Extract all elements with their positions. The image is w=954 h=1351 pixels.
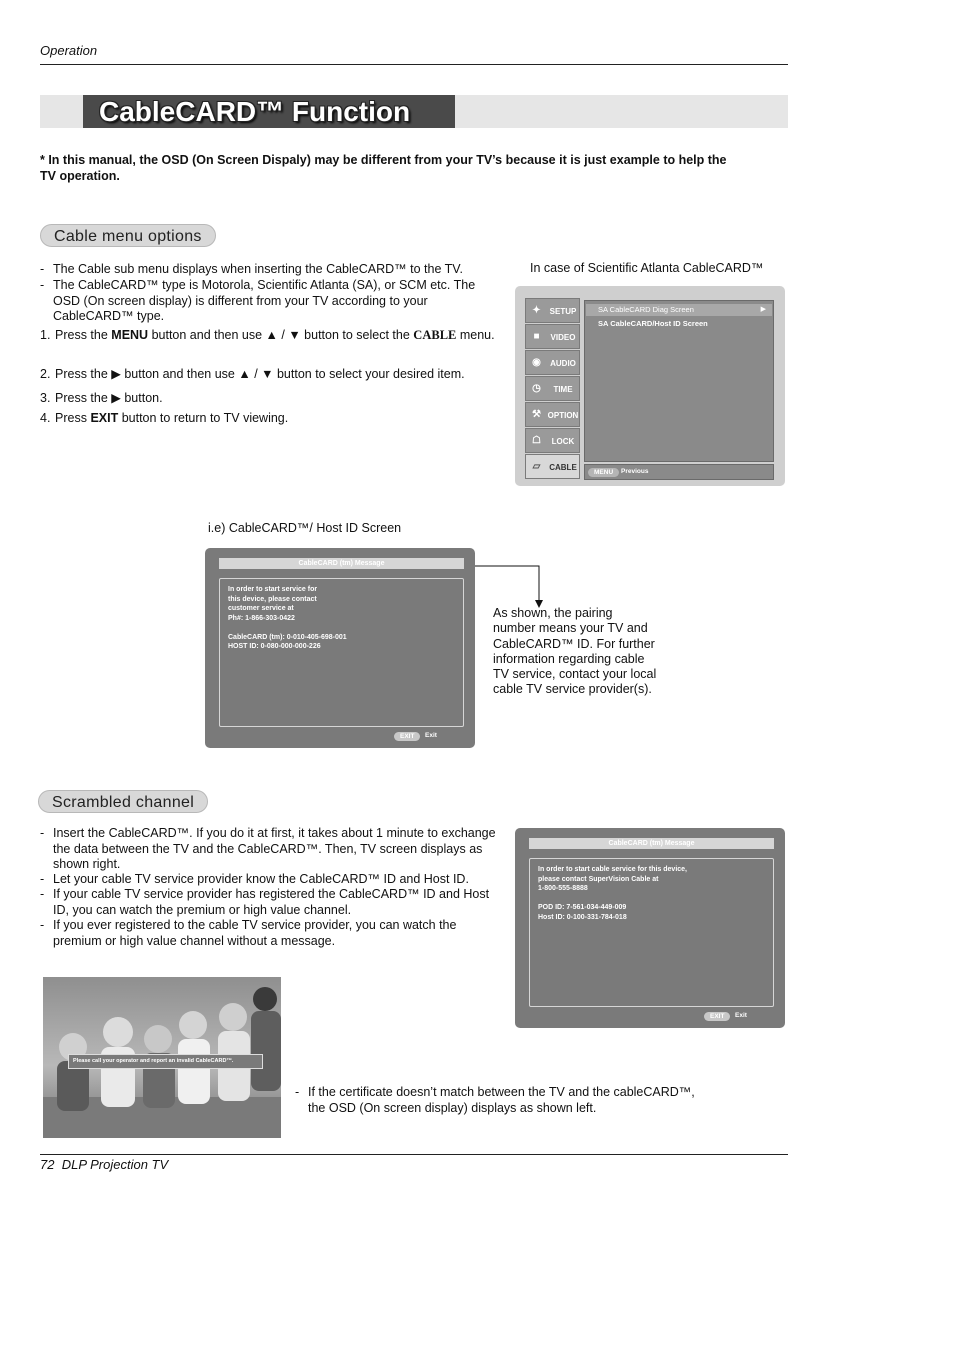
menu-tab-option[interactable]: ⚒ OPTION (525, 402, 580, 427)
menu-tab-time[interactable]: ◷ TIME (525, 376, 580, 401)
sa-caption: In case of Scientific Atlanta CableCARD™ (530, 261, 764, 275)
menu-tab-lock[interactable]: ☖ LOCK (525, 428, 580, 453)
menu-tab-audio[interactable]: ◉ AUDIO (525, 350, 580, 375)
wrench-icon: ⚒ (532, 409, 541, 420)
cable-menu-heading: Cable menu options (40, 224, 216, 247)
menu-tab-cable[interactable]: ▱ CABLE (525, 454, 580, 479)
product-name: DLP Projection TV (61, 1157, 169, 1172)
menu-footer (584, 464, 774, 480)
arrow-right-icon: ▶ (760, 306, 766, 313)
tv-photo (43, 977, 281, 1138)
host-screen-message-box: In order to start service for this device, please contact customer service at Ph#: 1-866-303-0422 CableCARD (tm): 0-010-405-698-001 HOST ID: 0-080-000-000-226 (219, 578, 464, 727)
exit-button[interactable]: EXIT (704, 1012, 730, 1021)
footer-divider (40, 1154, 788, 1155)
pointer-arrow (475, 562, 555, 610)
sa-menu-panel (515, 286, 785, 486)
previous-label: Previous (621, 468, 649, 475)
header-divider (40, 64, 788, 65)
pod-id-screen (515, 828, 785, 1028)
osd-note: * In this manual, the OSD (On Screen Dispaly) may be different from your TV’s because it is just example to help the TV operation. (40, 153, 727, 183)
satellite-dish-icon: ✦ (532, 305, 541, 316)
menu-item-diag[interactable]: SA CableCARD Diag Screen ▶ (586, 304, 772, 316)
menu-button[interactable]: MENU (588, 468, 619, 477)
clock-icon: ◷ (532, 383, 541, 394)
pod-screen-message-box: In order to start cable service for this device, please contact SuperVision Cable at 1-800-555-8888 POD ID: 7-561-034-449-009 Host ID: 0-100-331-784-018 (529, 858, 774, 1007)
host-id-caption: i.e) CableCARD™/ Host ID Screen (208, 521, 402, 535)
pairing-note: As shown, the pairing number means your TV and CableCARD™ ID. For further information regarding cable TV service, contact your local cable TV service provider(s). (493, 606, 657, 697)
invalid-card-message: Please call your operator and report an invalid CableCARD™. (68, 1054, 263, 1069)
scrambled-heading: Scrambled channel (38, 790, 208, 813)
exit-label: Exit (425, 732, 437, 739)
exit-label: Exit (735, 1012, 747, 1019)
exit-button[interactable]: EXIT (394, 732, 420, 741)
lock-icon: ☖ (532, 435, 541, 446)
host-screen-title: CableCARD (tm) Message (219, 558, 464, 569)
section-label: Operation (40, 43, 98, 58)
menu-content (584, 300, 774, 462)
page-number: 72 (40, 1157, 55, 1172)
menu-tab-setup[interactable]: ✦ SETUP (525, 298, 580, 323)
host-id-screen (205, 548, 475, 748)
menu-item-host-id[interactable]: SA CableCARD/Host ID Screen (598, 319, 708, 328)
menu-tab-video[interactable]: ■ VIDEO (525, 324, 580, 349)
page-footer (40, 1157, 168, 1172)
speaker-icon: ◉ (532, 357, 541, 368)
card-icon: ▱ (532, 461, 541, 472)
pod-screen-title: CableCARD (tm) Message (529, 838, 774, 849)
monitor-icon: ■ (533, 331, 540, 342)
page-title: CableCARD™ Function (99, 96, 411, 127)
